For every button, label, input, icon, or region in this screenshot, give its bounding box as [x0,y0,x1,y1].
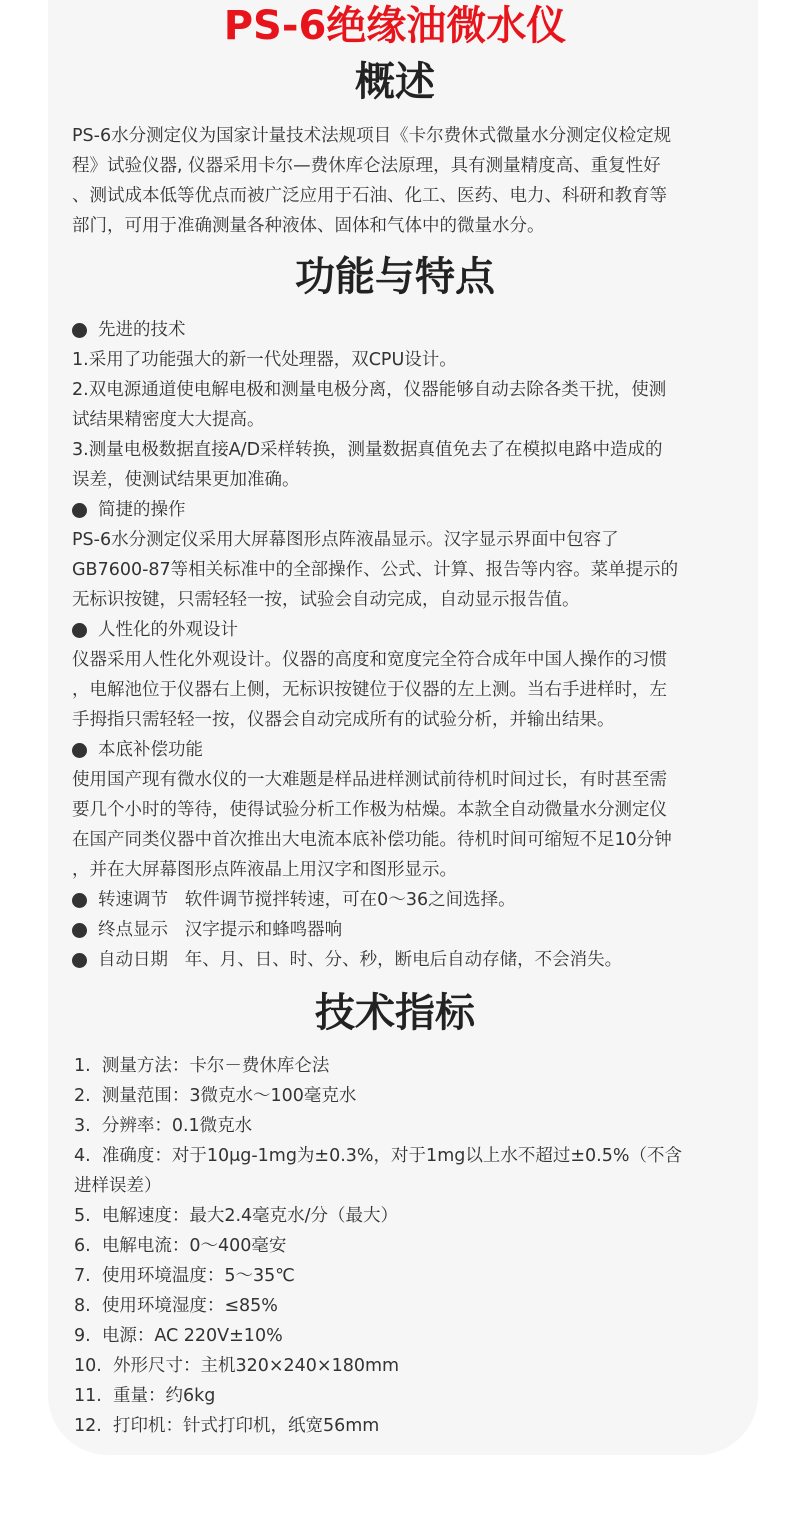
bullet-dot-icon [72,323,87,338]
feature-bullet [72,945,732,975]
feature-bullet-label: 自动日期 年、月、日、时、分、秒，断电后自动存储，不会消失。 [98,950,623,970]
feature-bullet-label: 先进的技术 [98,320,186,340]
feature-bullet-label: 转速调节 软件调节搅拌转速，可在0～36之间选择。 [98,890,516,910]
bullet-dot-icon [72,743,87,758]
spec-line: 4. 准确度：对于10μg-1mg为±0.3%，对于1mg以上水不超过±0.5%（不含 [74,1146,682,1166]
spec-line: 5. 电解速度：最大2.4毫克水/分（最大） [74,1206,399,1226]
spec-line: 2. 测量范围：3微克水～100毫克水 [74,1086,357,1106]
features-list [72,315,732,975]
feature-bullet [72,495,732,525]
overview-heading: 概述 [355,59,435,105]
feature-bullet-label: 本底补偿功能 [98,740,203,760]
feature-line: 2.双电源通道使电解电极和测量电极分离，仪器能够自动去除各类干扰，使测 [72,380,667,400]
feature-bullet [72,915,732,945]
overview-text [72,121,732,241]
feature-line: 在国产同类仪器中首次推出大电流本底补偿功能。待机时间可缩短不足10分钟 [72,830,672,850]
feature-line: ，并在大屏幕图形点阵液晶上用汉字和图形显示。 [72,860,457,880]
spec-line: 9. 电源：AC 220V±10% [74,1326,283,1346]
overview-line: 部门，可用于准确测量各种液体、固体和气体中的微量水分。 [72,216,545,236]
feature-bullet [72,615,732,645]
feature-line: 1.采用了功能强大的新一代处理器，双CPU设计。 [72,350,457,370]
feature-line: 3.测量电极数据直接A/D采样转换，测量数据真值免去了在模拟电路中造成的 [72,440,663,460]
specs-list [72,1051,732,1441]
spec-line: 进样误差） [74,1176,162,1196]
spec-line: 1. 测量方法：卡尔－费休库仑法 [74,1056,330,1076]
page-title: PS-6绝缘油微水仪 [223,3,567,49]
feature-line: 误差，使测试结果更加准确。 [72,470,300,490]
spec-line: 6. 电解电流：0～400毫安 [74,1236,287,1256]
specs-heading: 技术指标 [315,990,475,1036]
feature-line: 要几个小时的等待，使得试验分析工作极为枯燥。本款全自动微量水分测定仪 [72,800,667,820]
spec-line: 8. 使用环境湿度：≤85% [74,1296,278,1316]
spec-line: 3. 分辨率：0.1微克水 [74,1116,253,1136]
feature-line: ，电解池位于仪器右上侧，无标识按键位于仪器的左上测。当右手进样时，左 [72,680,667,700]
overview-line: 、测试成本低等优点而被广泛应用于石油、化工、医药、电力、科研和教育等 [72,186,667,206]
feature-line: 仪器采用人性化外观设计。仪器的高度和宽度完全符合成年中国人操作的习惯 [72,650,667,670]
feature-bullet-label: 终点显示 汉字提示和蜂鸣器响 [98,920,343,940]
feature-bullet [72,315,732,345]
overview-line: PS-6水分测定仪为国家计量技术法规项目《卡尔费休式微量水分测定仪检定规 [72,126,672,146]
feature-line: 试结果精密度大大提高。 [72,410,265,430]
feature-line: 手拇指只需轻轻一按，仪器会自动完成所有的试验分析，并输出结果。 [72,710,615,730]
feature-bullet [72,885,732,915]
feature-bullet-label: 简捷的操作 [98,500,186,520]
bullet-dot-icon [72,923,87,938]
bullet-dot-icon [72,953,87,968]
spec-line: 7. 使用环境温度：5～35℃ [74,1266,295,1286]
bullet-dot-icon [72,893,87,908]
feature-line: 无标识按键，只需轻轻一按，试验会自动完成，自动显示报告值。 [72,590,580,610]
feature-bullet [72,735,732,765]
feature-line: GB7600-87等相关标准中的全部操作、公式、计算、报告等内容。菜单提示的 [72,560,679,580]
features-heading: 功能与特点 [295,254,495,300]
bullet-dot-icon [72,503,87,518]
spec-line: 10. 外形尺寸：主机320×240×180mm [74,1356,400,1376]
spec-line: 11. 重量：约6kg [74,1386,216,1406]
bullet-dot-icon [72,623,87,638]
feature-bullet-label: 人性化的外观设计 [98,620,238,640]
feature-line: 使用国产现有微水仪的一大难题是样品进样测试前待机时间过长，有时甚至需 [72,770,667,790]
overview-line: 程》试验仪器, 仪器采用卡尔—费休库仑法原理，具有测量精度高、重复性好 [72,156,661,176]
spec-line: 12. 打印机：针式打印机，纸宽56mm [74,1416,380,1436]
feature-line: PS-6水分测定仪采用大屏幕图形点阵液晶显示。汉字显示界面中包容了 [72,530,619,550]
